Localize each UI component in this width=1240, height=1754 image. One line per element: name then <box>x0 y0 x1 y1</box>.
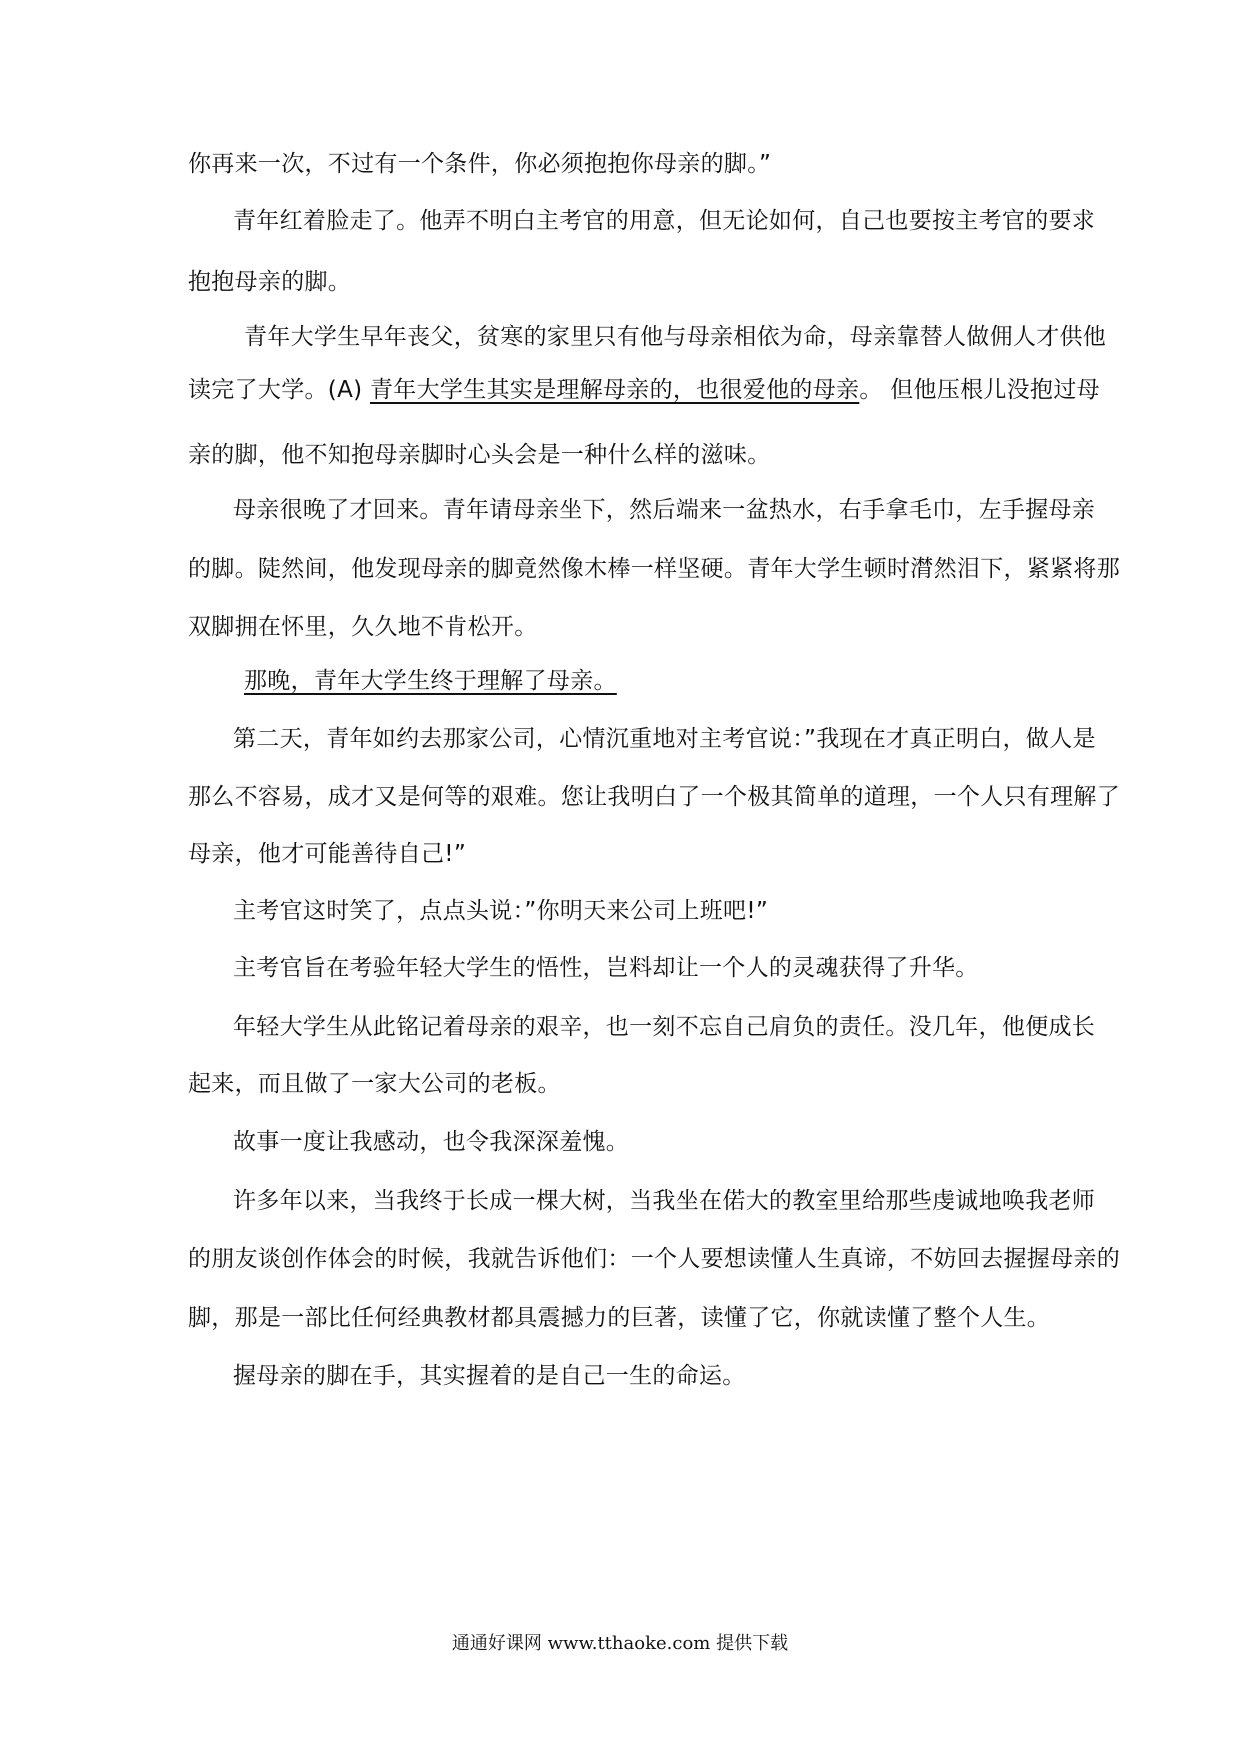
text-line: 母亲，他才可能善待自己!” <box>188 841 467 867</box>
text-line: 故事一度让我感动，也令我深深羞愧。 <box>233 1129 630 1155</box>
text-line: 主考官旨在考验年轻大学生的悟性，岂料却让一个人的灵魂获得了升华。 <box>233 955 979 981</box>
underlined-sentence-a: 青年大学生其实是理解母亲的，也很爱他的母亲 <box>370 377 860 403</box>
text-line: 年轻大学生从此铭记着母亲的艰辛，也一刻不忘自己肩负的责任。没几年，他便成长 <box>233 1014 1096 1040</box>
text-line: 起来，而且做了一家大公司的老板。 <box>188 1071 561 1097</box>
text-line: 脚，那是一部比任何经典教材都具震撼力的巨著，读懂了它，你就读懂了整个人生。 <box>188 1305 1051 1331</box>
text-line: 握母亲的脚在手，其实握着的是自己一生的命运。 <box>233 1363 746 1389</box>
text-line: 青年大学生早年丧父，贫寒的家里只有他与母亲相依为命，母亲靠替人做佣人才供他 <box>244 324 1107 350</box>
text-line: 双脚拥在怀里，久久地不肯松开。 <box>188 614 538 640</box>
text-line: 抱抱母亲的脚。 <box>188 269 352 295</box>
text-line: 的脚。陡然间，他发现母亲的脚竟然像木棒一样坚硬。青年大学生顿时潸然泪下，紧紧将那 <box>188 556 1120 582</box>
text-line: 的朋友谈创作体会的时候，我就告诉他们：一个人要想读懂人生真谛，不妨回去握握母亲的 <box>188 1246 1120 1272</box>
text-line: 母亲很晚了才回来。青年请母亲坐下，然后端来一盆热水，右手拿毛巾，左手握母亲 <box>233 497 1096 523</box>
text-segment: 读完了大学。(A) <box>188 377 370 403</box>
underlined-sentence: 那晚，青年大学生终于理解了母亲。 <box>244 668 617 694</box>
text-line: 第二天，青年如约去那家公司，心情沉重地对主考官说：”我现在才真正明白，做人是 <box>233 726 1096 752</box>
text-line: 你再来一次，不过有一个条件，你必须抱抱你母亲的脚。” <box>188 151 772 177</box>
text-line: 青年红着脸走了。他弄不明白主考官的用意，但无论如何，自己也要按主考官的要求 <box>233 208 1096 234</box>
page-footer: 通通好课网 www.tthaoke.com 提供下载 <box>451 1633 789 1654</box>
text-segment: 。 但他压根儿没抱过母 <box>859 377 1100 403</box>
text-line: 那么不容易，成才又是何等的艰难。您让我明白了一个极其简单的道理，一个人只有理解了 <box>188 784 1120 810</box>
text-line-with-annotation <box>188 374 1100 406</box>
text-line: 许多年以来，当我终于长成一棵大树，当我坐在偌大的教室里给那些虔诚地唤我老师 <box>233 1188 1096 1214</box>
text-line: 亲的脚，他不知抱母亲脚时心头会是一种什么样的滋味。 <box>188 442 771 468</box>
text-line: 主考官这时笑了，点点头说：”你明天来公司上班吧!” <box>233 898 769 924</box>
